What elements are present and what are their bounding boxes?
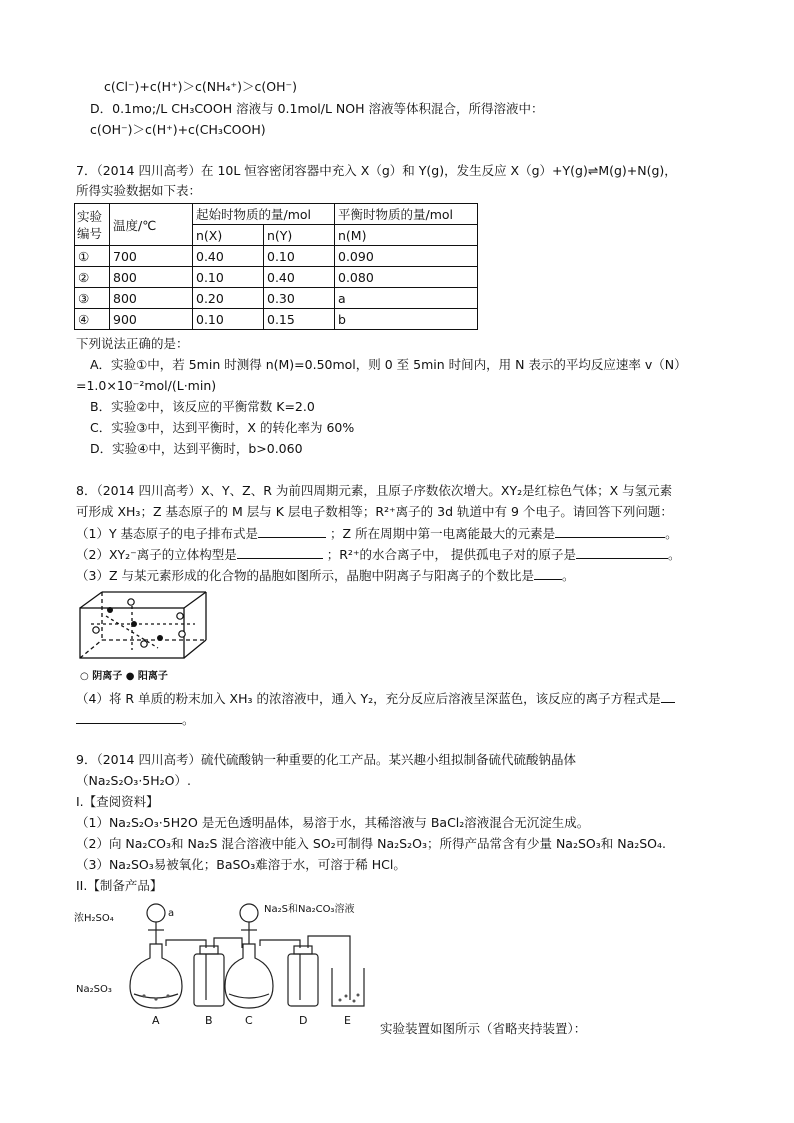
row-nx: 0.10 — [193, 267, 264, 288]
q7-stem-line1: 7．（2014 四川高考）在 10L 恒容密闭容器中充入 X（g）和 Y(g)，发生反应 X（g）+Y(g)⇌M(g)+N(g)， — [76, 163, 677, 178]
q7-data-table — [74, 203, 478, 330]
q7-question: 下列说法正确的是： — [76, 336, 189, 351]
q8-part4-cont: 。 — [76, 711, 195, 728]
q9-stem-line2: （Na₂S₂O₃·5H₂O）. — [76, 773, 191, 788]
label-valve-a: a — [168, 908, 175, 919]
crystal-cell-figure — [76, 586, 212, 684]
q9-fact-3: （3）Na₂SO₃易被氧化；BaSO₃难溶于水，可溶于稀 HCl。 — [76, 857, 406, 872]
table-row — [75, 246, 478, 267]
row-temp: 700 — [110, 246, 193, 267]
label-B: B — [205, 1014, 213, 1027]
answer-blank[interactable] — [576, 546, 668, 559]
table-header-start: 起始时物质的量/mol — [193, 204, 335, 225]
option-d-text: D．0.1mo;/L CH₃COOH 溶液与 0.1mol/L NOH 溶液等体积混合，所得溶液中： — [90, 101, 544, 116]
q8-part1: （1）Y 基态原子的电子排布式是 ；Z 所在周期中第一电离能最大的元素是 。 — [76, 526, 678, 541]
q8-stem-line1: 8．（2014 四川高考）X、Y、Z、R 为前四周期元素，且原子序数依次增大。XY₂是红棕色气体；X 与氢元素 — [76, 483, 673, 498]
option-d-expression: c(OH⁻)＞c(H⁺)+c(CH₃COOH) — [90, 122, 266, 137]
row-ny: 0.40 — [264, 267, 335, 288]
q8-stem-line2: 可形成 XH₃；Z 基态原子的 M 层与 K 层电子数相等；R²⁺离子的 3d 轨道中有 9 个电子。请回答下列问题： — [76, 504, 673, 519]
row-nx: 0.40 — [193, 246, 264, 267]
label-sodium-sulfite: Na₂SO₃ — [76, 984, 112, 995]
q9-stem-line1: 9．（2014 四川高考）硫代硫酸钠一种重要的化工产品。某兴趣小组拟制备硫代硫酸钠晶体 — [76, 752, 576, 767]
answer-blank[interactable] — [258, 525, 326, 538]
label-sulfide-carbonate-solution: Na₂S和Na₂CO₃溶液 — [264, 904, 355, 915]
q9-fact-2: （2）向 Na₂CO₃和 Na₂S 混合溶液中能入 SO₂可制得 Na₂S₂O₃；所得产品常含有少量 Na₂SO₃和 Na₂SO₄. — [76, 836, 667, 851]
apparatus-figure — [74, 896, 374, 1030]
q7-option-d: D．实验④中，达到平衡时，b>0.060 — [90, 441, 303, 456]
row-nm: a — [335, 288, 478, 309]
label-A: A — [152, 1014, 160, 1027]
q7-option-a-cont: =1.0×10⁻²mol/(L·min) — [76, 378, 217, 393]
row-temp: 800 — [110, 267, 193, 288]
crystal-legend: ○ 阴离子 ● 阳离子 — [80, 671, 168, 682]
q9-section-prepare: II.【制备产品】 — [76, 878, 163, 893]
row-nx: 0.10 — [193, 309, 264, 330]
label-D: D — [299, 1014, 308, 1027]
q9-section-reference: I.【查阅资料】 — [76, 794, 159, 809]
table-row — [75, 309, 478, 330]
row-nm: b — [335, 309, 478, 330]
row-ny: 0.10 — [264, 246, 335, 267]
q7-option-a: A．实验①中，若 5min 时测得 n(M)=0.50mol，则 0 至 5min 时间内，用 N 表示的平均反应速率 v（N） — [90, 357, 687, 372]
table-subheader-ny: n(Y) — [264, 225, 335, 246]
row-id: ② — [75, 267, 110, 288]
row-id: ① — [75, 246, 110, 267]
apparatus-caption: 实验装置如图所示（省略夹持装置）： — [380, 1021, 587, 1036]
answer-blank[interactable] — [76, 711, 182, 724]
answer-blank[interactable] — [237, 546, 323, 559]
q8-part3: （3）Z 与某元素形成的化合物的晶胞如图所示，晶胞中阴离子与阳离子的个数比是 。 — [76, 568, 575, 583]
q7-option-c: C．实验③中，达到平衡时，X 的转化率为 60% — [90, 420, 355, 435]
answer-blank[interactable] — [534, 567, 562, 580]
q7-stem-line2: 所得实验数据如下表： — [76, 183, 202, 198]
row-id: ③ — [75, 288, 110, 309]
table-header-eq: 平衡时物质的量/mol — [335, 204, 478, 225]
label-E: E — [344, 1014, 351, 1027]
row-temp: 900 — [110, 309, 193, 330]
option-c-expression: c(Cl⁻)+c(H⁺)＞c(NH₄⁺)＞c(OH⁻) — [104, 79, 297, 94]
q7-option-b: B．实验②中，该反应的平衡常数 K=2.0 — [90, 399, 315, 414]
q9-fact-1: （1）Na₂S₂O₃·5H2O 是无色透明晶体，易溶于水，其稀溶液与 BaCl₂溶液混合无沉淀生成。 — [76, 815, 590, 830]
table-subheader-nm: n(M) — [335, 225, 478, 246]
table-header-exp: 实验 编号 — [75, 204, 110, 246]
answer-blank[interactable] — [661, 690, 675, 703]
table-row — [75, 288, 478, 309]
label-C: C — [245, 1014, 253, 1027]
row-nm: 0.090 — [335, 246, 478, 267]
label-concentrated-acid: 浓H₂SO₄ — [74, 913, 114, 924]
table-row — [75, 267, 478, 288]
q8-part2: （2）XY₂⁻离子的立体构型是 ；R²⁺的水合离子中， 提供孤电子对的原子是 。 — [76, 547, 681, 562]
answer-blank[interactable] — [555, 525, 665, 538]
q8-part4: （4）将 R 单质的粉末加入 XH₃ 的浓溶液中，通入 Y₂，充分反应后溶液呈深蓝色，该反应的离子方程式是 — [76, 690, 675, 707]
row-id: ④ — [75, 309, 110, 330]
table-subheader-nx: n(X) — [193, 225, 264, 246]
row-ny: 0.15 — [264, 309, 335, 330]
row-nx: 0.20 — [193, 288, 264, 309]
table-header-temp: 温度/℃ — [110, 204, 193, 246]
row-ny: 0.30 — [264, 288, 335, 309]
row-temp: 800 — [110, 288, 193, 309]
row-nm: 0.080 — [335, 267, 478, 288]
